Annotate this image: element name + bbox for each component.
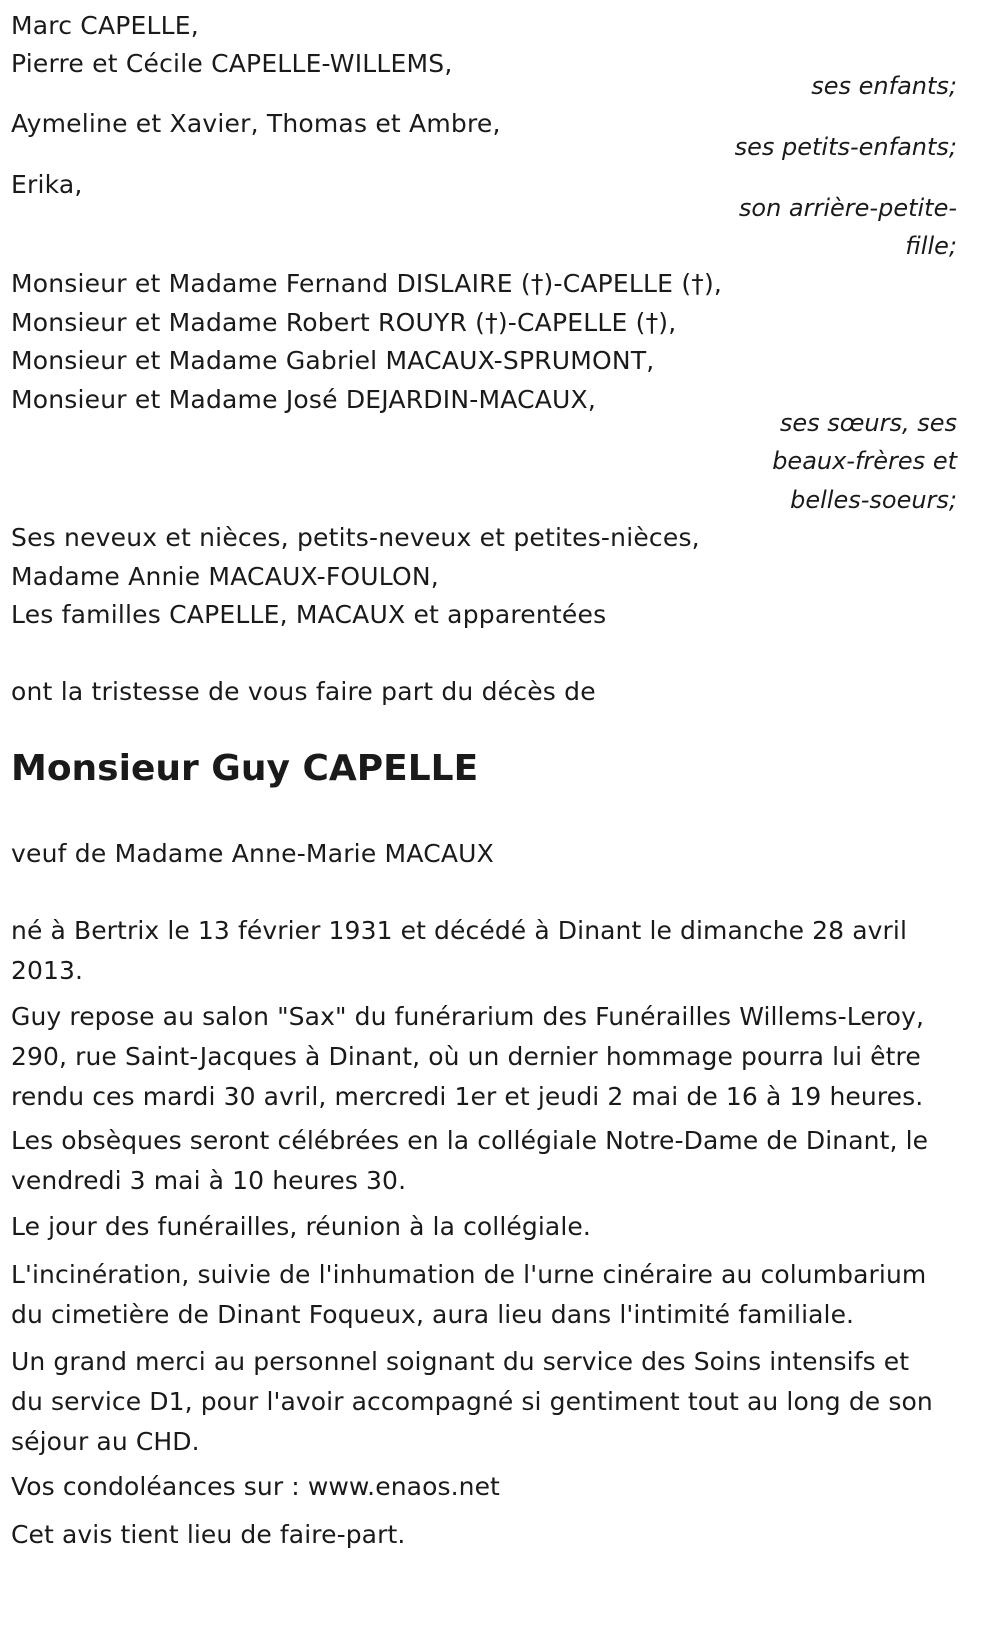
relation-label: ses petits-enfants;: [734, 133, 957, 161]
paragraph-line: Un grand merci au personnel soignant du service des Soins intensifs et: [11, 1347, 910, 1376]
paragraph-line: 290, rue Saint-Jacques à Dinant, où un dernier hommage pourra lui être: [11, 1042, 921, 1071]
relation-label: ses enfants;: [811, 72, 957, 100]
family-line: Aymeline et Xavier, Thomas et Ambre,: [11, 109, 501, 138]
paragraph-line: du cimetière de Dinant Foqueux, aura lieu dans l'intimité familiale.: [11, 1300, 855, 1329]
paragraph-line: L'incinération, suivie de l'inhumation de l'urne cinéraire au columbarium: [11, 1260, 927, 1289]
paragraph-line: Les obsèques seront célébrées en la collégiale Notre-Dame de Dinant, le: [11, 1126, 929, 1155]
cremation-paragraph: [11, 1255, 971, 1335]
funeral-paragraph: [11, 1121, 971, 1201]
condolences-paragraph: [11, 1467, 971, 1507]
paragraph-line: Cet avis tient lieu de faire-part.: [11, 1520, 406, 1549]
paragraph-line: Vos condoléances sur : www.enaos.net: [11, 1472, 500, 1501]
relation-label: belles-soeurs;: [790, 486, 957, 514]
widower-line: veuf de Madame Anne-Marie MACAUX: [11, 839, 494, 868]
relation-label: son arrière-petite-: [738, 194, 957, 222]
family-line: Monsieur et Madame Fernand DISLAIRE (†)-CAPELLE (†),: [11, 269, 723, 298]
family-line: Ses neveux et nièces, petits-neveux et petites-nièces,: [11, 523, 700, 552]
family-line: Pierre et Cécile CAPELLE-WILLEMS,: [11, 49, 453, 78]
closing-paragraph: [11, 1515, 971, 1555]
family-line: Les familles CAPELLE, MACAUX et apparentées: [11, 600, 607, 629]
relation-label: fille;: [905, 232, 957, 260]
deceased-name: Monsieur Guy CAPELLE: [11, 748, 479, 789]
family-line: Marc CAPELLE,: [11, 11, 199, 40]
family-line: Monsieur et Madame Gabriel MACAUX-SPRUMONT,: [11, 346, 655, 375]
meeting-paragraph: [11, 1207, 971, 1247]
paragraph-line: né à Bertrix le 13 février 1931 et décédé à Dinant le dimanche 28 avril: [11, 916, 908, 945]
paragraph-line: 2013.: [11, 956, 84, 985]
paragraph-line: Le jour des funérailles, réunion à la collégiale.: [11, 1212, 591, 1241]
paragraph-line: séjour au CHD.: [11, 1427, 200, 1456]
announcement-text: ont la tristesse de vous faire part du décès de: [11, 677, 596, 706]
relation-label: beaux-frères et: [772, 447, 957, 475]
paragraph-line: vendredi 3 mai à 10 heures 30.: [11, 1166, 407, 1195]
birth-death-paragraph: [11, 911, 971, 991]
family-line: Madame Annie MACAUX-FOULON,: [11, 562, 439, 591]
thanks-paragraph: [11, 1342, 971, 1462]
funerarium-paragraph: [11, 997, 971, 1117]
family-line: Monsieur et Madame Robert ROUYR (†)-CAPELLE (†),: [11, 308, 677, 337]
family-line: Monsieur et Madame José DEJARDIN-MACAUX,: [11, 385, 597, 414]
paragraph-line: rendu ces mardi 30 avril, mercredi 1er et jeudi 2 mai de 16 à 19 heures.: [11, 1082, 924, 1111]
paragraph-line: du service D1, pour l'avoir accompagné si gentiment tout au long de son: [11, 1387, 933, 1416]
family-line: Erika,: [11, 170, 83, 199]
relation-label: ses sœurs, ses: [779, 409, 957, 437]
paragraph-line: Guy repose au salon "Sax" du funérarium des Funérailles Willems-Leroy,: [11, 1002, 925, 1031]
